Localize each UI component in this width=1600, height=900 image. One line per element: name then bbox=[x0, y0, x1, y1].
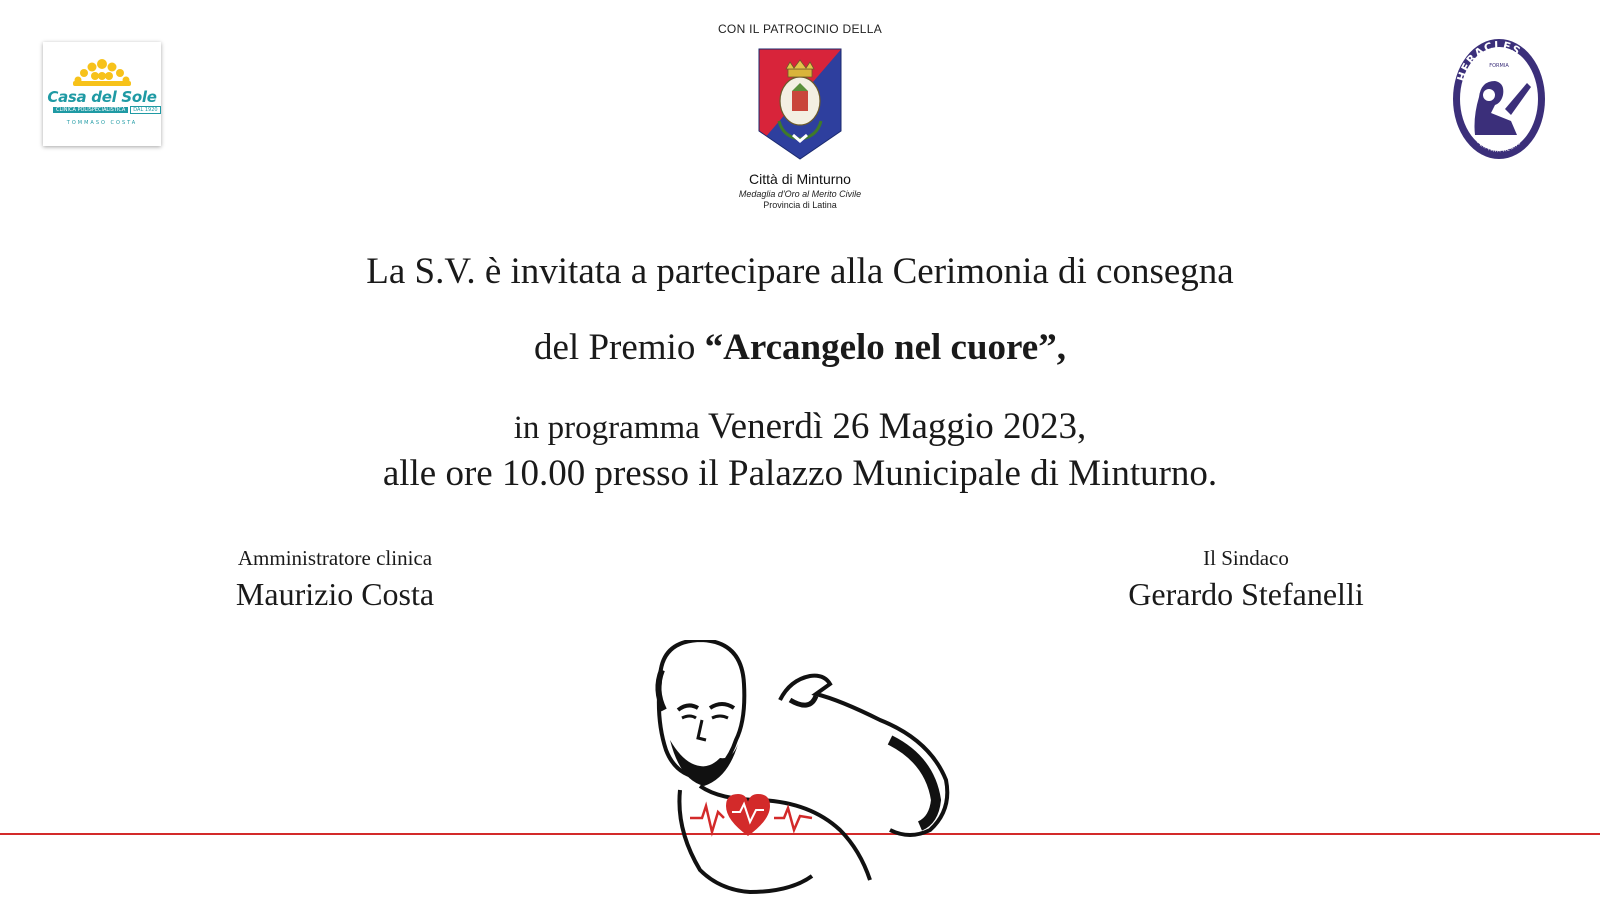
schedule-prefix: in programma bbox=[513, 410, 709, 446]
casa-del-sole-logo bbox=[43, 42, 161, 146]
event-date: Venerdì 26 Maggio 2023, bbox=[708, 406, 1087, 447]
city-medal: Medaglia d'Oro al Merito Civile bbox=[738, 189, 862, 199]
heracles-motto: PER FATA REGNO bbox=[1475, 139, 1523, 155]
crest-icon bbox=[757, 47, 843, 162]
logo-since-text: DAL 1920 bbox=[130, 106, 160, 114]
invitation-line-4: alle ore 10.00 presso il Palazzo Municipale di Minturno. bbox=[382, 453, 1218, 494]
heracles-emblem-icon bbox=[1451, 37, 1547, 161]
award-prefix: del Premio bbox=[534, 327, 705, 368]
city-name: Città di Minturno bbox=[749, 171, 851, 187]
heracles-place: FORMIA bbox=[1489, 63, 1509, 69]
logo-tagline-text: CLINICA POLISPECIALISTICA bbox=[53, 107, 128, 113]
right-signatory-role: Il Sindaco bbox=[1203, 546, 1289, 570]
logo-brand-text: Casa del Sole bbox=[47, 88, 157, 106]
invitation-line-2 bbox=[0, 326, 1600, 369]
logo-owner: TOMMASO COSTA bbox=[66, 120, 138, 126]
invitation-line-1: La S.V. è invitata a partecipare alla Cerimonia di consegna bbox=[366, 251, 1234, 292]
invitation-line-3 bbox=[0, 405, 1600, 448]
right-signatory-name: Gerardo Stefanelli bbox=[1128, 576, 1364, 612]
left-signatory-role: Amministratore clinica bbox=[237, 546, 433, 570]
left-signatory-name: Maurizio Costa bbox=[235, 576, 435, 612]
city-province: Provincia di Latina bbox=[763, 200, 837, 210]
logo-tagline bbox=[53, 106, 161, 115]
award-title: “Arcangelo nel cuore”, bbox=[704, 327, 1066, 368]
sun-icon bbox=[65, 54, 139, 88]
patronage-label: CON IL PATROCINIO DELLA bbox=[717, 22, 883, 36]
flexing-man-illustration bbox=[640, 640, 980, 895]
heracles-name: HERACLES bbox=[1454, 38, 1524, 84]
